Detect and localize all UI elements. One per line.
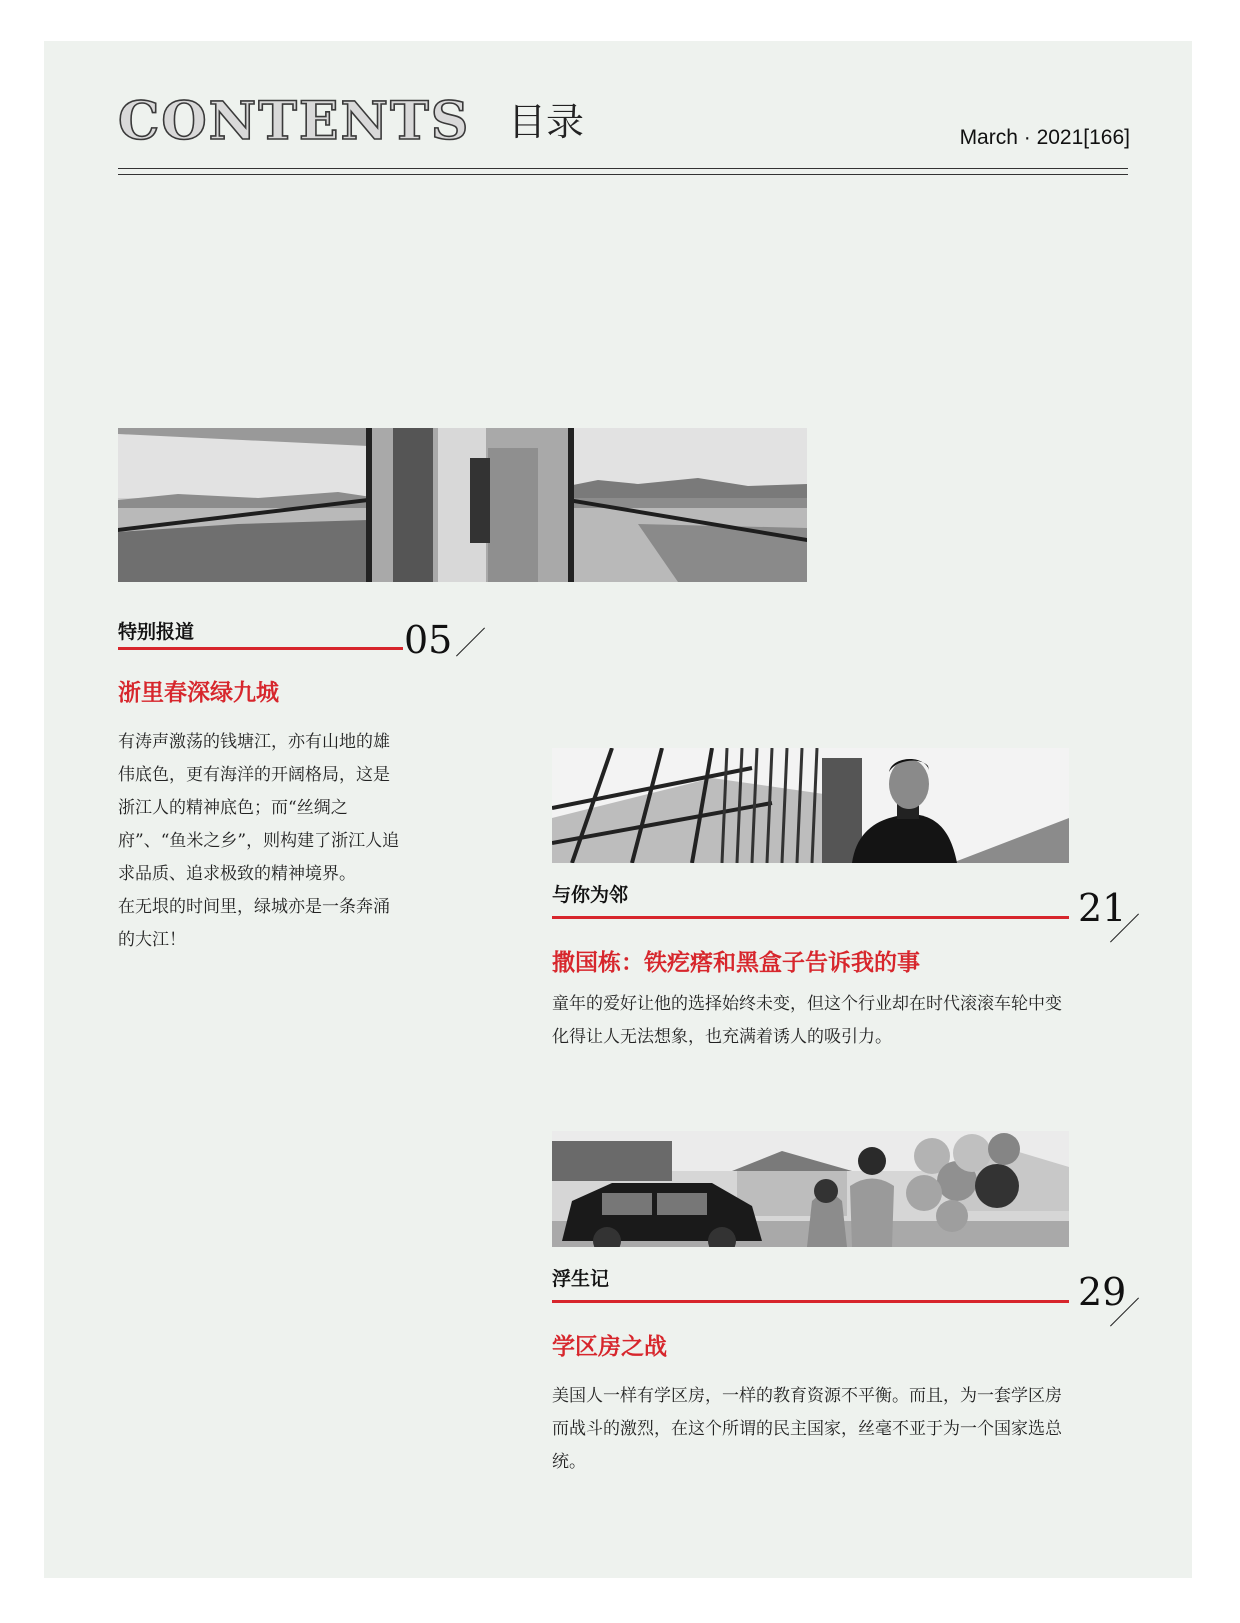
portrait-building-photo	[552, 748, 1069, 863]
section-red-rule	[552, 916, 1069, 919]
section-title-link[interactable]: 浙里春深绿九城	[118, 680, 279, 706]
section-title-link[interactable]: 学区房之战	[552, 1334, 667, 1360]
section-title-link[interactable]: 撒国栋：铁疙瘩和黑盒子告诉我的事	[552, 950, 920, 976]
balloons-street-photo	[552, 1131, 1069, 1247]
section-label: 特别报道	[118, 621, 195, 643]
section-body-paragraph: 有涛声激荡的钱塘江，亦有山地的雄伟底色，更有海洋的开阔格局，这是浙江人的精神底色；而“丝绸之府”、“鱼米之乡”，则构建了浙江人追求品质、追求极致的精神境界。	[118, 732, 400, 884]
section-body-paragraph: 童年的爱好让他的选择始终未变，但这个行业却在时代滚滚车轮中变化得让人无法想象，也充满着诱人的吸引力。	[552, 994, 1062, 1047]
section-body	[118, 726, 400, 957]
section-page-number: 05	[404, 618, 453, 662]
header-rule-top	[118, 168, 1128, 169]
section-red-rule	[552, 1300, 1069, 1303]
section-red-rule	[118, 647, 403, 650]
section-body-paragraph: 美国人一样有学区房，一样的教育资源不平衡。而且，为一套学区房而战斗的激烈，在这个所谓的民主国家，丝毫不亚于为一个国家选总统。	[552, 1386, 1062, 1472]
section-body	[552, 988, 1072, 1054]
section-page-number: 21	[1078, 886, 1127, 930]
contents-title: CONTENTS	[118, 91, 471, 152]
section-page-number: 29	[1078, 1270, 1127, 1314]
section-label: 与你为邻	[552, 884, 629, 906]
section-label: 浮生记	[552, 1268, 610, 1290]
header-rule-bottom	[118, 174, 1128, 175]
section-body-paragraph: 在无垠的时间里，绿城亦是一条奔涌的大江！	[118, 897, 390, 950]
balcony-river-photo	[118, 428, 807, 582]
section-body	[552, 1380, 1074, 1479]
contents-title-cn: 目录	[508, 100, 585, 144]
issue-date: March · 2021[166]	[959, 126, 1130, 149]
